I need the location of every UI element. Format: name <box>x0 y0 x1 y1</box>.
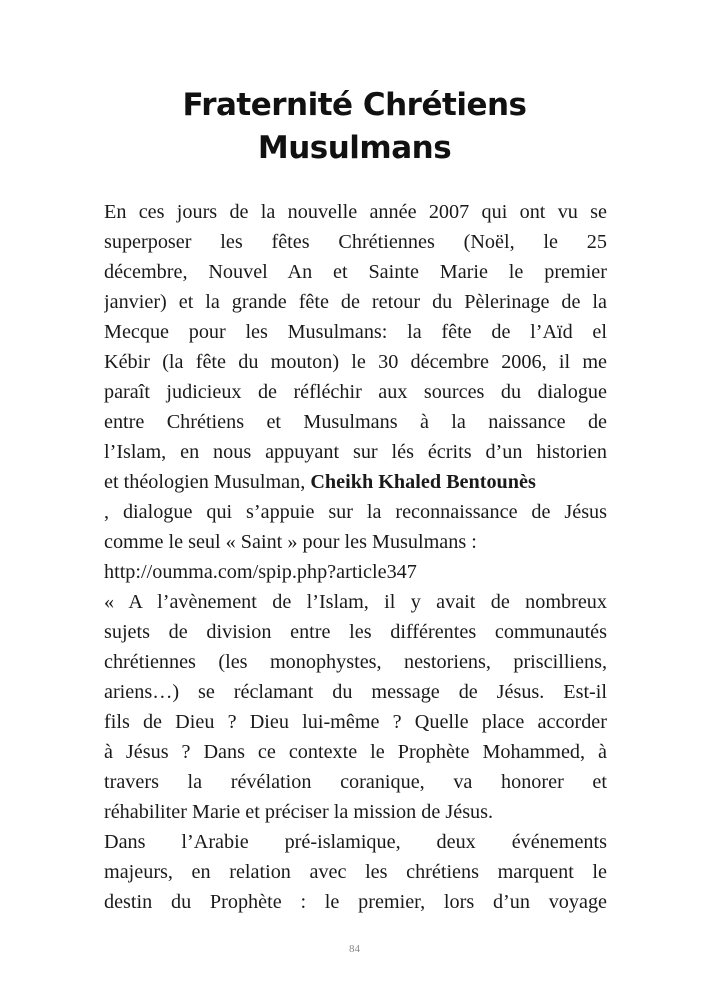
text-line: « A l’avènement de l’Islam, il y avait de nombreux <box>104 591 607 613</box>
text-line-with-author <box>104 467 607 497</box>
page-title <box>0 84 709 170</box>
body-text <box>104 197 607 917</box>
text-line: comme le seul « Saint » pour les Musulmans : <box>104 531 477 553</box>
text-line: En ces jours de la nouvelle année 2007 qui ont vu se <box>104 201 607 223</box>
text-line: janvier) et la grande fête de retour du Pèlerinage de la <box>104 291 607 313</box>
text-line-prefix: et théologien Musulman, <box>104 471 311 493</box>
text-line: réhabiliter Marie et préciser la mission de Jésus. <box>104 801 494 823</box>
text-line: entre Chrétiens et Musulmans à la naissance de <box>104 411 607 433</box>
text-line: Mecque pour les Musulmans: la fête de l’Aïd el <box>104 321 607 343</box>
text-line: superposer les fêtes Chrétiennes (Noël, le 25 <box>104 231 607 253</box>
text-line: majeurs, en relation avec les chrétiens marquent le <box>104 861 607 883</box>
text-line: sujets de division entre les différentes communautés <box>104 621 607 643</box>
text-line: destin du Prophète : le premier, lors d’un voyage <box>104 891 607 913</box>
text-line: travers la révélation coranique, va honorer et <box>104 771 607 793</box>
source-url: http://oumma.com/spip.php?article347 <box>104 561 417 583</box>
text-line: décembre, Nouvel An et Sainte Marie le premier <box>104 261 607 283</box>
page-title-line-1: Fraternité Chrétiens <box>182 87 527 123</box>
text-line: l’Islam, en nous appuyant sur lés écrits d’un historien <box>104 441 607 463</box>
text-line: fils de Dieu ? Dieu lui-même ? Quelle place accorder <box>104 711 607 733</box>
text-line: ariens…) se réclamant du message de Jésus. Est-il <box>104 681 607 703</box>
text-line: Kébir (la fête du mouton) le 30 décembre 2006, il me <box>104 351 607 373</box>
text-line: Dans l’Arabie pré-islamique, deux événements <box>104 831 607 853</box>
text-line: à Jésus ? Dans ce contexte le Prophète Mohammed, à <box>104 741 607 763</box>
author-name: Cheikh Khaled Bentounès <box>310 471 536 493</box>
text-line: paraît judicieux de réfléchir aux sources du dialogue <box>104 381 607 403</box>
text-line: chrétiennes (les monophystes, nestoriens, priscilliens, <box>104 651 607 673</box>
page-number: 84 <box>349 943 360 955</box>
text-line: , dialogue qui s’appuie sur la reconnaissance de Jésus <box>104 501 607 523</box>
page-title-line-2: Musulmans <box>257 130 452 166</box>
